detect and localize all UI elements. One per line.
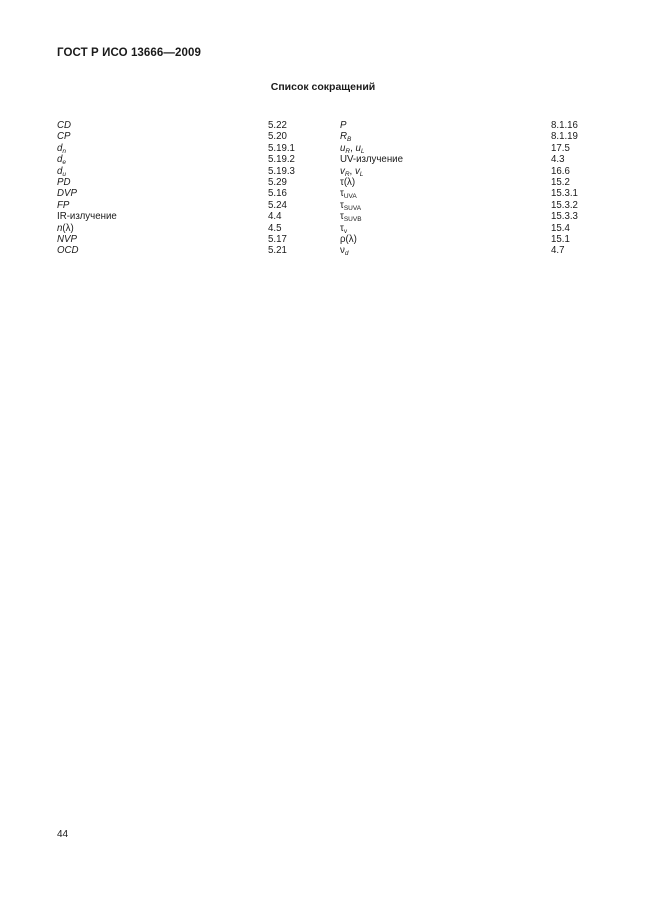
clause-reference: 15.3.3 xyxy=(551,211,578,223)
term-text: , xyxy=(349,165,355,177)
abbreviation-row xyxy=(57,120,597,131)
term-subscript: u xyxy=(62,170,67,178)
term-subscript: L xyxy=(360,147,365,155)
abbreviation-row xyxy=(57,188,597,199)
term-text: OCD xyxy=(57,245,79,257)
abbreviation-term xyxy=(57,120,71,131)
term-subscript: B xyxy=(347,136,352,144)
term-subscript: SUVA xyxy=(343,204,362,212)
abbreviation-term xyxy=(340,234,357,245)
abbreviation-term xyxy=(57,131,70,142)
abbreviation-term xyxy=(57,154,66,165)
abbreviation-row xyxy=(57,223,597,234)
abbreviation-term xyxy=(340,177,355,188)
term-text: d xyxy=(57,154,63,166)
abbreviation-term xyxy=(340,245,348,256)
abbreviation-row xyxy=(57,245,597,256)
abbreviation-term xyxy=(57,223,74,234)
clause-reference: 4.5 xyxy=(268,222,282,234)
clause-reference: 5.19.3 xyxy=(268,165,295,177)
term-text: u xyxy=(340,142,346,154)
abbreviation-row xyxy=(57,154,597,165)
clause-reference: 5.19.2 xyxy=(268,154,295,166)
abbreviation-term xyxy=(340,188,357,199)
abbreviation-row xyxy=(57,200,597,211)
clause-reference: 15.3.2 xyxy=(551,199,578,211)
term-subscript: n xyxy=(62,147,67,155)
clause-reference: 5.29 xyxy=(268,176,287,188)
term-text: τ xyxy=(340,199,344,211)
abbreviation-term xyxy=(340,143,365,154)
term-subscript: L xyxy=(359,170,364,178)
term-text: CD xyxy=(57,120,71,131)
abbreviation-term xyxy=(57,177,70,188)
abbreviation-row xyxy=(57,211,597,222)
document-header: ГОСТ Р ИСО 13666—2009 xyxy=(57,47,202,59)
term-text: NVP xyxy=(57,233,77,245)
abbreviation-term xyxy=(340,211,362,222)
term-text: (λ) xyxy=(62,222,74,234)
clause-reference: 17.5 xyxy=(551,142,570,154)
term-text: d xyxy=(57,142,63,154)
term-text: ρ(λ) xyxy=(340,233,357,245)
term-text: DVP xyxy=(57,188,77,200)
term-text: P xyxy=(340,120,347,131)
page-number: 44 xyxy=(57,829,69,840)
term-subscript: e xyxy=(62,159,67,167)
term-text: τ xyxy=(340,211,344,223)
abbreviation-row xyxy=(57,143,597,154)
abbreviation-row xyxy=(57,166,597,177)
abbreviation-row xyxy=(57,131,597,142)
clause-reference: 4.3 xyxy=(551,154,565,166)
term-text: ν xyxy=(340,245,345,257)
abbreviation-term xyxy=(340,131,351,142)
clause-reference: 5.20 xyxy=(268,131,287,143)
term-subscript: SUVB xyxy=(343,216,362,224)
term-text: τ xyxy=(340,222,344,234)
clause-reference: 4.4 xyxy=(268,211,282,223)
clause-reference: 5.22 xyxy=(268,120,287,131)
term-text: τ xyxy=(340,188,344,200)
clause-reference: 15.3.1 xyxy=(551,188,578,200)
term-text: d xyxy=(57,165,63,177)
term-text: τ(λ) xyxy=(340,176,356,188)
term-subscript: R xyxy=(345,147,351,155)
abbreviation-term xyxy=(57,143,66,154)
clause-reference: 8.1.16 xyxy=(551,120,578,131)
clause-reference: 5.16 xyxy=(268,188,287,200)
abbreviation-row xyxy=(57,234,597,245)
term-text: IR-излучение xyxy=(57,211,117,223)
clause-reference: 5.24 xyxy=(268,199,287,211)
clause-reference: 15.4 xyxy=(551,222,570,234)
abbreviation-term xyxy=(340,200,361,211)
clause-reference: 15.1 xyxy=(551,233,570,245)
abbreviation-term xyxy=(57,211,117,222)
clause-reference: 5.17 xyxy=(268,233,287,245)
term-text: CP xyxy=(57,131,71,143)
term-text: v xyxy=(340,165,345,177)
clause-reference: 5.21 xyxy=(268,245,287,257)
abbreviation-term xyxy=(340,166,363,177)
abbreviation-term xyxy=(57,188,77,199)
clause-reference: 5.19.1 xyxy=(268,142,295,154)
term-subscript: d xyxy=(344,250,349,258)
term-subscript: UVA xyxy=(343,193,357,201)
term-text: v xyxy=(354,165,360,177)
term-text: PD xyxy=(57,176,71,188)
term-subscript: v xyxy=(343,227,348,235)
term-text: n xyxy=(57,222,63,234)
term-text: , xyxy=(350,142,356,154)
clause-reference: 15.2 xyxy=(551,176,570,188)
term-text: UV-излучение xyxy=(340,154,403,166)
abbreviation-term xyxy=(340,154,403,165)
abbreviation-term xyxy=(57,200,69,211)
abbreviation-list xyxy=(57,120,597,257)
clause-reference: 4.7 xyxy=(551,245,565,257)
abbreviation-term xyxy=(57,245,79,256)
abbreviation-row xyxy=(57,177,597,188)
abbreviation-term xyxy=(340,223,347,234)
abbreviation-term xyxy=(340,120,346,131)
clause-reference: 8.1.19 xyxy=(551,131,578,143)
term-text: u xyxy=(355,142,361,154)
term-text: FP xyxy=(57,199,70,211)
abbreviation-term xyxy=(57,166,66,177)
term-text: R xyxy=(340,131,347,143)
abbreviation-term xyxy=(57,234,77,245)
term-subscript: R xyxy=(344,170,350,178)
clause-reference: 16.6 xyxy=(551,165,570,177)
section-title: Список сокращений xyxy=(270,81,376,93)
